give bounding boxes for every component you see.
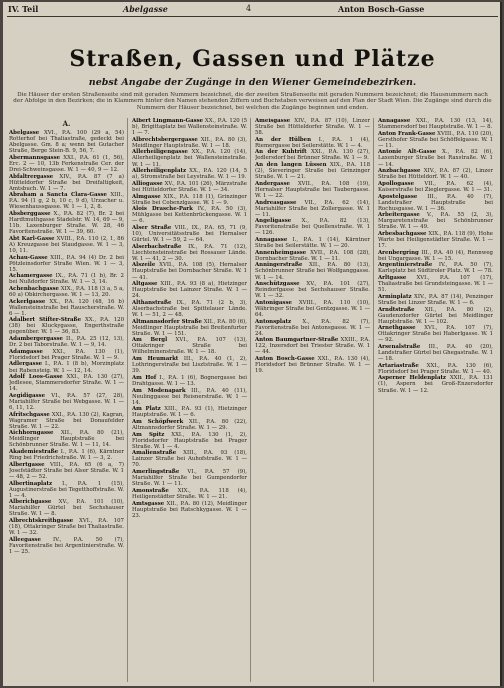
column-1 xyxy=(9,118,128,682)
street-details: I., P.A. 1 (6), Bognergasse bei Drahtgasse. W. 1 — 13. xyxy=(132,374,247,387)
street-entry xyxy=(378,181,493,193)
street-entry xyxy=(255,319,370,337)
street-name: Am Spitz xyxy=(132,431,165,438)
street-name: Ackerlgasse xyxy=(9,298,46,305)
street-entry xyxy=(132,469,247,487)
street-details: III., P.A. 40 (4), Rennweg bei Ungargasse. W. 1 — 15. xyxy=(378,249,493,262)
street-entry xyxy=(132,450,247,468)
street-details: XVIII., P.A. 110 (10), Währinger Straße bei Gentzgasse. W. 1 — 64. xyxy=(255,299,370,318)
street-entry xyxy=(132,432,247,450)
street-details: IV., P.A. 50 (7), Favoritenstraße bei Argentinierstraße. W. 1 — 25. xyxy=(9,536,124,555)
street-entry xyxy=(378,275,493,293)
street-details: IX., P.A. 71 (12), Liechtensteinstraße bei Rossauer Lände. W. 1 — 41, 2 — 30. xyxy=(132,243,247,262)
street-name: Am Schöpfwerk xyxy=(132,418,184,425)
directory-page xyxy=(3,2,502,686)
street-entry xyxy=(9,393,124,411)
street-entry xyxy=(132,281,247,299)
street-name: Abfaltrergasse xyxy=(9,173,54,180)
street-entry xyxy=(9,462,124,480)
street-details: III., P.A. 40 (1, 2), Lothringerstraße bei Lisztstraße. W. 1 — 39. xyxy=(132,356,247,375)
street-name: Ameisgasse xyxy=(255,118,291,124)
street-details: XXI., P.A. 130 (2), Kagran, Wagramer Straße bei Donaufelder Straße. W. 1 — 22. xyxy=(9,411,124,430)
street-details: XV., P.A. 101 (27), Reindorfgasse bei Sechshauser Straße. W. 1 — 32. xyxy=(255,281,370,300)
street-details: XIX., P.A. 118 (4), Heiligenstädter Straße. W. 1 — 21. xyxy=(132,487,247,500)
intro-note: Die Häuser der ersten Straßenseite sind mit geraden Nummern bezeichnet, die der zweiten Straßenseite mit geraden Nummern bezeichnet; die Hausnummern nach der Abfolge in den Bezirken; die in Klammern hinter den Namen stehenden Ziffern und Buchstaben verweisen auf den Plan der Stadt Wien. Die Zugänge sind durch die Nummern der Häuser bezeichnet, bei welchen die Zugänge beginnen und enden. xyxy=(13,92,492,111)
street-entry xyxy=(132,225,247,243)
street-details: III., P.A. 40 (7), Landstraßer Hauptstraße bei Rochusgasse. W. 1 — 36. xyxy=(378,193,493,212)
street-name: Alser Straße xyxy=(132,224,172,231)
street-entry xyxy=(9,299,124,317)
street-details: VIII., IX., P.A. 65, 71 (9, 10), Universitätsstraße bei Hernalser Gürtel. W. 1 — 59, 2 — 64. xyxy=(132,224,248,244)
section-letter: A. xyxy=(62,119,71,128)
street-name: Apostelgasse xyxy=(378,193,418,200)
street-entry xyxy=(132,388,247,406)
street-name: Aichhorngasse xyxy=(9,430,54,437)
street-entry xyxy=(132,337,247,355)
street-details: XIX., P.A. 118 (9), Hohe Warte bei Heiligenstädter Straße. W. 1 — 17. xyxy=(378,231,493,250)
street-entry xyxy=(132,262,247,280)
street-details: XII., P.A. 80 (12), Meidlinger Hauptstraße bei Ratschkygasse. W. 1 — 23. xyxy=(132,500,247,519)
street-name: Argentinierstraße xyxy=(378,262,433,269)
street-entry xyxy=(255,262,370,280)
street-name: Amtsgasse xyxy=(132,500,165,507)
street-entry xyxy=(132,501,247,519)
street-entry xyxy=(378,131,493,149)
street-entry xyxy=(9,349,124,361)
street-name: Am Heumarkt xyxy=(132,356,179,363)
page-number: 4 xyxy=(246,4,252,13)
street-name: Anningerstraße xyxy=(255,262,303,269)
street-entry xyxy=(132,168,247,180)
street-details: VIII., P.A. 65 (6 a, 7) Josefstädter Straße bei Alser Straße. W. 1 — 48, 2 — 52. xyxy=(9,461,124,480)
street-name: Amonstraße xyxy=(132,487,169,494)
street-entry xyxy=(132,419,247,431)
street-details: XXI., P.A. 130 (27), Jedlesee, Stammersdorfer Straße. W. 1 — 14. xyxy=(9,374,125,393)
street-details: XII., P.A. 80 (13), Schönbrunner Straße bei Wolfganggasse. W. 1 — 14. xyxy=(255,262,370,281)
street-entry xyxy=(9,449,124,461)
street-details: XIV., P.A. 87 (10), Linzer Straße bei Hütteldorfer Straße. W. 1 — 58. xyxy=(255,118,370,137)
street-details: XVIII., P.A. 110 (2, 1, 86 A) Kreuzgasse bei Staudgasse. W. 1 — 3, 10, 11. xyxy=(9,235,125,254)
street-name: Arltgasse xyxy=(378,275,407,282)
street-name: Arndtstraße xyxy=(378,306,415,313)
street-name: Annenheimgasse xyxy=(255,249,307,256)
street-entry xyxy=(378,325,493,343)
street-name: Anschützgasse xyxy=(255,281,300,288)
header-rule xyxy=(7,16,498,17)
page-subtitle: nebst Angabe der Zugänge in den Wiener Gemeindebezirken. xyxy=(88,77,417,88)
street-name: Artariastraße xyxy=(378,362,419,369)
street-details: XXII., P.A. 131 (1), Aspern bei Groß-Enzersdorfer Straße. W. 1 — 12. xyxy=(378,375,493,394)
street-name: Akademiestraße xyxy=(9,449,59,456)
street-details: XXI., P.A. 130 (1), Floridsdorf bei Prager Straße. W. 1 — 9. xyxy=(9,348,124,361)
street-details: V., P.A. 55 (2, 3), Margaretenstraße bei Schönbrunner Straße. W. 1 — 49. xyxy=(378,212,493,231)
street-entry xyxy=(132,206,247,224)
column-3 xyxy=(255,118,374,682)
street-name: Adalbert Stifter-Straße xyxy=(9,317,82,324)
street-details: XIX., P.A. 118 (3 a, 5 a, 60 a) Obkirchergasse. W. 1 — 13, 20. xyxy=(9,285,124,298)
street-entry xyxy=(9,518,124,536)
street-name: An der Hülben xyxy=(255,136,312,143)
street-entry xyxy=(9,481,124,499)
street-entry xyxy=(255,149,370,161)
street-details: I., P.A. 1 (15), Augustinerstraße bei Tegetthoffstraße. W. 1 — 4. xyxy=(9,480,124,499)
street-name: Antonsplatz xyxy=(255,318,292,325)
street-name: Adolf Loos-Gasse xyxy=(9,374,63,381)
street-entry xyxy=(132,244,247,262)
street-name: Alois Drasche-Park xyxy=(132,206,193,213)
street-entry xyxy=(9,374,124,392)
street-details: XIX., P.A. 118 (2), Sieveringer Straße bei Grinzinger Straße. W. 1 — 21. xyxy=(255,162,371,181)
street-name: Altmannsdorfer Straße xyxy=(132,318,202,325)
street-name: Andergasse xyxy=(255,180,290,187)
street-name: Amerlingstraße xyxy=(132,469,180,476)
street-details: XXI., P.A. 130 (27), Jedlersdorf bei Brünner Straße. W. 1 — 9. xyxy=(255,149,370,162)
street-entry xyxy=(9,236,124,254)
street-details: I., P.A. 1 (8 b), Morzinplatz bei Rabensteig. W. 1 — 12, 14. xyxy=(9,361,124,374)
street-details: XIX., P.A. 118 (1), Grinzinger Straße bei Cobenzlgasse. W. 1 — 9. xyxy=(132,193,247,206)
street-entry xyxy=(255,118,370,136)
street-name: Allerheiligenplatz xyxy=(132,168,187,175)
street-entry xyxy=(378,212,493,230)
street-details: XII., P.A. 80 (22), Altmannsdorfer Straße. W. 1 — 29. xyxy=(132,418,248,431)
street-details: XIII., P.A. 94 (4) Dr. 2 bei Pötzleinsdorfer Straße Wien. W. 1 — 3, 15. xyxy=(9,254,124,273)
street-name: Altgasse xyxy=(132,281,158,288)
street-name: Annagasse xyxy=(255,237,288,244)
street-details: XII., P.A. 80 (21), Meidlinger Hauptstraße bei Schönbrunner Straße. W. 1 — 11, 14. xyxy=(9,430,124,449)
range-end: Anton Bosch-Gasse xyxy=(338,4,425,14)
street-entry xyxy=(378,231,493,249)
street-details: X., P.A. 82 (6), Laxenburger Straße bei Raxstraße. W. 1 — 14. xyxy=(378,149,494,168)
street-details: III., P.A. 40 (11), Neulinggasse bei Reisnerstraße. W. 1 — 14. xyxy=(132,387,247,406)
street-entry xyxy=(9,430,124,448)
street-details: XV., P.A. 101 (10), Mariahilfer Gürtel bei Sechshauser Straße. W. 1 — 8. xyxy=(9,499,124,518)
column-2 xyxy=(132,118,251,682)
street-name: Anton Frank-Gasse xyxy=(378,130,436,137)
street-entry xyxy=(9,130,124,154)
street-entry xyxy=(132,181,247,193)
page-title: Straßen, Gassen und Plätze xyxy=(69,46,436,72)
street-name: Amalienstraße xyxy=(132,450,177,457)
street-entry xyxy=(255,218,370,236)
part-label: IV. Teil xyxy=(8,4,39,14)
street-entry xyxy=(378,344,493,362)
street-details: XXI., P.A. 130 (6), Floridsdorf bei Prager Straße. W. 1 — 40. xyxy=(378,362,493,375)
street-entry xyxy=(378,307,493,325)
range-start: Abelgasse xyxy=(123,4,168,14)
page-header xyxy=(3,2,502,16)
street-details: XII., P.A. 80 (2), Gaudenzdorfer Gürtel bei Meidlinger Hauptstraße. W. 1 — 102. xyxy=(378,306,493,325)
street-name: Arbesbachgasse xyxy=(378,231,427,237)
street-name: Achau-Gasse xyxy=(9,254,48,261)
street-details: XVI., P.A. 107 (7), Ottakringer Straße bei Haberlgasse. W. 1 — 92. xyxy=(378,325,493,344)
street-name: Anton Bosch-Gasse xyxy=(255,356,315,363)
street-name: Albert Lingmann-Gasse xyxy=(132,118,204,124)
street-name: Arbeitergasse xyxy=(378,212,420,219)
street-entry xyxy=(378,294,493,306)
street-details: XVI., P.A. 107 (17), Thaliastraße bei Grundsteingasse. W. 1 — 51. xyxy=(378,275,493,294)
street-name: Arsenalstraße xyxy=(378,344,421,350)
street-name: Afritschgasse xyxy=(9,411,50,418)
street-entry xyxy=(255,356,370,374)
street-name: Arminplatz xyxy=(378,293,412,300)
street-details: IX., P.A. 71 (1 b), Br. 2 bei Nußdorfer Straße. W. 1 — 3, 14. xyxy=(9,273,124,286)
street-details: XV., P.A. 101 (26), Märzstraße bei Hütteldorfer Straße. W. 1 — 34. xyxy=(132,180,247,193)
street-name: Abraham a Sancta Clara-Gasse xyxy=(9,192,107,199)
street-entry xyxy=(255,300,370,318)
street-entry xyxy=(9,174,124,192)
street-name: Adambergergasse xyxy=(9,336,63,343)
street-entry xyxy=(9,273,124,285)
street-details: XXI., P.A. 130 (13, 14), Stammersdorf bei Hauptstraße. W. 1 — 8. xyxy=(378,118,493,131)
street-entry xyxy=(132,118,247,136)
street-name: Albrechtskreithgasse xyxy=(9,517,74,524)
street-name: Aegidigasse xyxy=(9,392,46,399)
street-details: XIII., P.A. 93 (1), Hietzinger Hauptstraße. W. 1 — 6. xyxy=(132,406,247,419)
street-name: Allerheiligengasse xyxy=(132,149,188,156)
street-entry xyxy=(255,337,370,355)
street-entry xyxy=(9,412,124,430)
street-name: Abt Karl-Gasse xyxy=(9,235,55,242)
street-name: Achenbachgasse xyxy=(9,285,59,292)
street-name: Almgasse xyxy=(132,193,161,200)
street-name: Absberggasse xyxy=(9,210,51,217)
street-name: Anzbachgasse xyxy=(378,168,421,175)
street-details: XX., P.A. 120 (5 b), Brigittaplatz bei Wallensteinstraße. W. 1 — 7. xyxy=(132,118,248,137)
street-details: X., P.A. 82 (13), Favoritenstraße bei Quellenstraße. W. 1 — 126. xyxy=(255,218,370,237)
street-details: XIV., P.A. 87 (14), Penzinger Straße bei Linzer Straße. W. 1 — 6. xyxy=(378,293,493,306)
street-entry xyxy=(132,488,247,500)
street-details: XIII., P.A. 94 (1 g, 2 b, 10 c, 9 d), Urzacher u. Wiesenhaussgasse. W. 1 — 1, 2, 8. xyxy=(9,192,124,211)
street-entry xyxy=(255,200,370,218)
street-details: I., P.A. 1 (4), Riemergasse bei Seilerstätte. W. 1 — 4. xyxy=(255,136,370,149)
street-entry xyxy=(378,363,493,375)
street-name: Arenbergring xyxy=(378,249,419,256)
street-details: XIV., P.A. 87 (2), Linzer Straße bei Hütteldorf. W. 1 — 40. xyxy=(378,168,493,181)
street-name: Asperner Heldenplatz xyxy=(378,375,446,382)
street-entry xyxy=(9,255,124,273)
street-entry xyxy=(132,194,247,206)
street-entry xyxy=(9,211,124,235)
street-details: VI., P.A. 57 (9), Mariahilfer Straße bei Gumpendorfer Straße. W. 1 — 11. xyxy=(132,469,247,488)
street-name: Apollogasse xyxy=(378,180,414,187)
street-entry xyxy=(9,537,124,555)
street-entry xyxy=(132,319,247,337)
street-details: IV., P.A. 50 (3), Mühlgasse bei Kettenbrückengasse. W. 1 — 6. xyxy=(132,206,247,225)
street-details: IX., P.A. 71 (2 b, 3), Alserbachstraße bei Spittelauer Lände. W. 1 — 51, 2 — 48. xyxy=(132,299,247,318)
street-name: Adlergasse xyxy=(9,361,43,368)
street-details: X., P.A. 82 (7), Favoritenstraße bei Antonsgasse. W. 1 — 24. xyxy=(255,318,370,337)
street-entry xyxy=(9,192,124,210)
page-edge xyxy=(500,2,502,686)
street-name: Am Bergl xyxy=(132,337,168,344)
street-details: XVI., P.A. 107 (18), Ottakringer Straße bei Thaliastraße. W. 1 — 32. xyxy=(9,517,124,537)
street-name: Andreasgasse xyxy=(255,199,297,206)
street-details: XXI., P.A. 130 (4), Floridsdorf bei Brünner Straße. W. 1 — 19. xyxy=(255,356,370,375)
street-name: Adamgasse xyxy=(9,348,43,355)
street-name: Am Platz xyxy=(132,406,161,413)
street-details: XX., P.A. 120 (48, 16 b) Wallensteinstraße bei Rauscherstraße. W. 6 — 1. xyxy=(9,298,124,317)
street-entry xyxy=(378,250,493,262)
street-entry xyxy=(132,375,247,387)
street-details: XII., P.A. 80 (3), Meidlinger Hauptstraße. W. 1 — 18. xyxy=(132,136,247,149)
street-details: IV., P.A. 50 (7), Karlsplatz bei Südtiroler Platz. W. 1 — 78. xyxy=(378,262,493,275)
street-entry xyxy=(9,336,124,348)
street-name: Alserbachstraße xyxy=(132,243,182,250)
street-name: Albrechtsbergergasse xyxy=(132,136,198,143)
street-details: XVII., P.A. 108 (19), Hernalser Hauptstraße bei Taubergasse. W. 1 — 22. xyxy=(255,180,370,199)
street-details: XVII., P.A. 108 (5), Hernalser Hauptstraße bei Dornbacher Straße. W. 1 — 41. xyxy=(132,262,247,281)
street-entry xyxy=(132,300,247,318)
street-details: XII., P.A. 80 (6), Meidlinger Hauptstraße bei Breitenfurter Straße. W. 1 — 151. xyxy=(132,318,247,337)
street-details: XIII., P.A. 93 (18), Lainzer Straße bei Auhofstraße. W. 1 — 70. xyxy=(132,450,247,469)
street-entry xyxy=(255,250,370,262)
street-name: An den langen Lüssen xyxy=(255,162,327,169)
street-name: Albertgasse xyxy=(9,461,45,468)
street-details: XX., P.A. 120 (14, 5 a), Stromstraße bei Leystraße. W. 1 — 19. xyxy=(132,168,247,181)
street-entry xyxy=(255,281,370,299)
street-entry xyxy=(378,168,493,180)
street-name: Angeligasse xyxy=(255,218,292,225)
street-details: XVIII., P.A. 110 (20), Gersthofer Straße bei Schöffelgasse. W. 1 — 11. xyxy=(378,130,493,149)
street-name: Albertinaplatz xyxy=(9,480,53,487)
street-details: VII., P.A. 62 (4), Kaiserstraße bei Zieglergasse. W. 1 — 31. xyxy=(378,180,493,193)
street-name: Alszeile xyxy=(132,262,156,269)
street-details: VII., P.A. 62 (14), Mariahilfer Straße bei Zollergasse. W. 1 — 11. xyxy=(255,199,370,218)
street-name: Alliogasse xyxy=(132,180,163,187)
street-name: Anton Baumgartner-Straße xyxy=(255,337,339,344)
street-entry xyxy=(132,149,247,167)
street-details: XXI., P.A. 61 (1, 56), Erc. 2 — 10, 13b Ferkenstraße Cer. der Drei-Schweinsgasse. W. 1 — 40, 9 — 12. xyxy=(9,154,124,173)
street-details: XVII., P.A. 108 (28), Dornbacher Straße. W. 1 — 11. xyxy=(255,249,370,262)
street-entry xyxy=(255,137,370,149)
street-details: III., P.A. 40 (20), Landstraßer Gürtel bei Ghegastraße. W. 1 — 18. xyxy=(378,344,493,363)
street-name: Antonigasse xyxy=(255,299,292,306)
street-details: X., P.A. 82 (7), Br. 2 bei Hardtmuthgasse Stadelstr. W. 14, 69 — 9, 11b. Laxenburger Straße. W. 28, 46 Favoritenstraße. W. 1 — 39, 60. xyxy=(9,210,124,236)
street-details: XX., P.A. 120 (38) bei Kluckygasse, Engerthstraße gegenüber. W. 1 — 36, 83. xyxy=(9,317,125,336)
street-name: Annagasse xyxy=(378,118,411,124)
street-entry xyxy=(378,375,493,393)
street-name: Arnethgasse xyxy=(378,325,416,332)
street-name: Am Hof xyxy=(132,374,157,381)
street-details: XVI., P.A. 100 (29 a, 54) Rotterhof bei Thaliastraße, gedeckt bei Abelgasse. Gm. 8 a; wenn bei Gutacher Straße, Berge Stein-B. 9, 56, 7. xyxy=(9,130,124,155)
street-entry xyxy=(132,137,247,149)
street-name: Alberichgasse xyxy=(9,499,52,506)
street-entry xyxy=(9,361,124,373)
street-entry xyxy=(255,162,370,180)
street-entry xyxy=(378,194,493,212)
column-4 xyxy=(378,118,496,682)
street-entry xyxy=(378,262,493,274)
street-name: Abermannsgasse xyxy=(9,154,61,161)
street-name: Alleegasse xyxy=(9,536,41,543)
street-details: XXIII., P.A. 122, Inzersdorf bei Triester Straße. W. 1 — 44. xyxy=(255,337,370,356)
street-entry xyxy=(255,237,370,249)
street-details: I., P.A. 1 (6), Kärntner Ring bei Friedrichstraße. W. 1 — 3, 2. xyxy=(9,449,124,462)
street-details: XX., P.A. 120 (14), Allerheiligenplatz bei Wallensteinstraße. W. 1 — 11. xyxy=(132,149,247,168)
street-details: I., P.A. 1 (14), Kärntner Straße bei Seilerstätte. W. 1 — 20. xyxy=(255,237,370,250)
street-entry xyxy=(255,181,370,199)
street-details: XXI., P.A. 130 (1, 2), Floridsdorfer Hauptstraße bei Prager Straße. W. 1 — 4. xyxy=(132,431,247,450)
street-details: II., P.A. 25 (12, 13), Dr. 2 bei Taborstraße. W. 1 — 9, 14. xyxy=(9,336,124,349)
street-name: Althanstraße xyxy=(132,299,172,306)
street-name: Achamergasse xyxy=(9,273,53,280)
street-name: Abelgasse xyxy=(9,130,40,136)
street-entry xyxy=(132,406,247,418)
street-entry xyxy=(378,149,493,167)
street-details: XIII., P.A. 93 (8 a), Hietzinger Hauptstraße bei Lainzer Straße. W. 1 — 24. xyxy=(132,281,247,300)
street-entry xyxy=(132,356,247,374)
street-details: VI., P.A. 57 (27, 28), Mariahilfer Straße bei Webgasse. W. 1 — 6, 11, 12. xyxy=(9,392,124,411)
street-name: Antonie Alt-Gasse xyxy=(378,149,437,156)
street-name: Am Modenapark xyxy=(132,387,186,394)
street-entry xyxy=(9,155,124,173)
street-entry xyxy=(9,286,124,298)
directory-columns xyxy=(9,118,496,682)
street-name: An der Kuhtrift xyxy=(255,149,307,156)
street-entry xyxy=(378,118,493,130)
street-entry xyxy=(9,317,124,335)
street-entry xyxy=(9,499,124,517)
street-details: XIV., P.A. 87 (7 a) Hütteldorfer Straße bei Dreifaltigkeit, Amtsbuch. W. 1 — 7. xyxy=(9,173,124,192)
street-details: XVI., P.A. 107 (13), Ottakringer Straße bei Wilhelminenstraße. W. 1 — 18. xyxy=(132,337,248,356)
